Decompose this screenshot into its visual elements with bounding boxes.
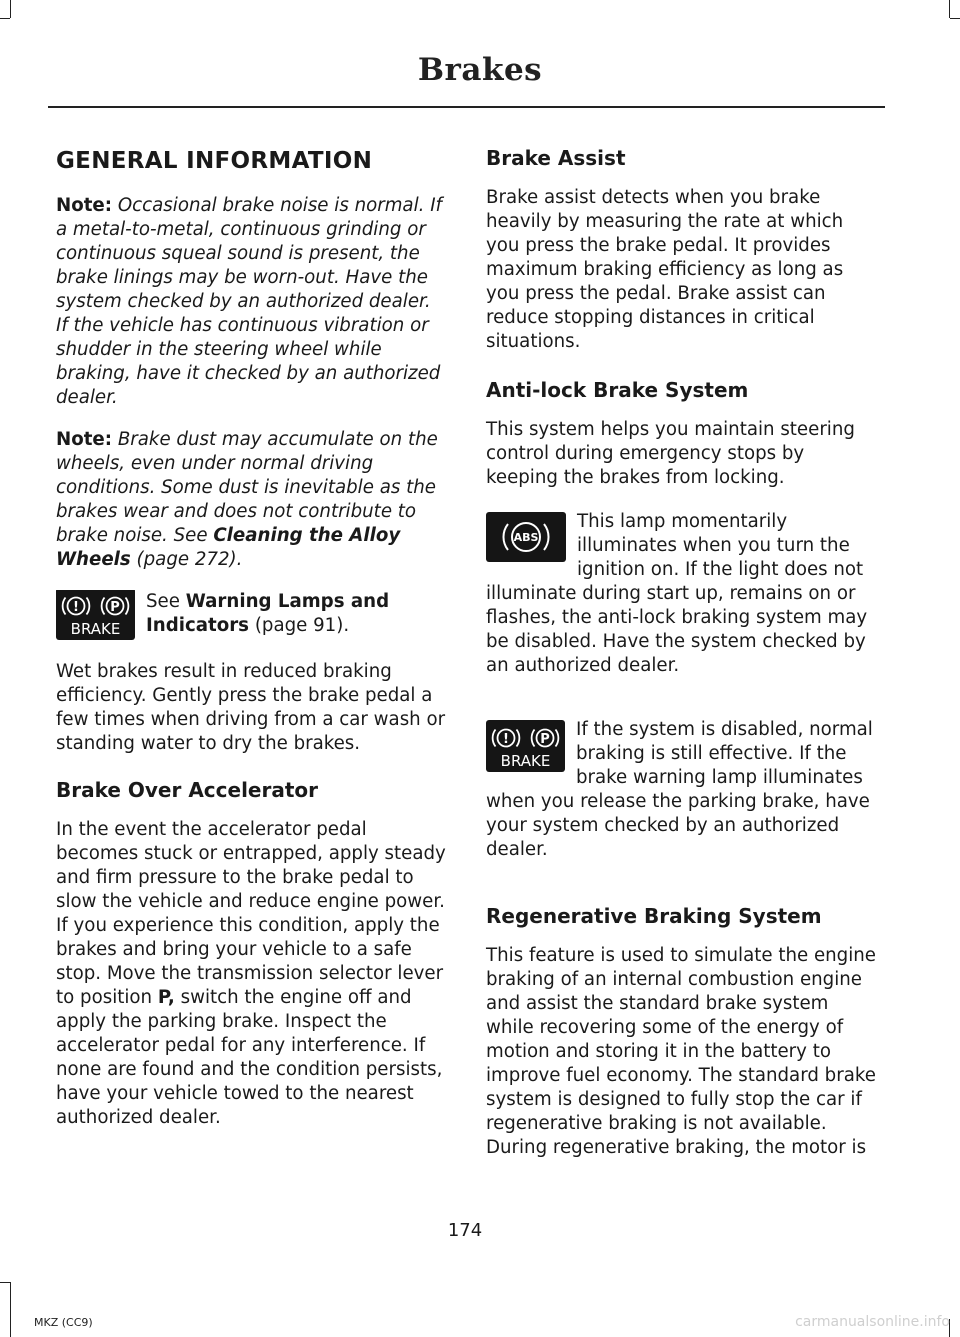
brake-over-accelerator-paragraph <box>56 818 448 1130</box>
crop-mark <box>10 0 11 18</box>
crop-mark <box>950 18 960 19</box>
wet-brakes-paragraph: Wet brakes result in reduced braking efficiency. Gently press the brake pedal a few times when driving from a car wash or standing water to dry the brakes. <box>56 661 446 754</box>
paragraph-text: switch the engine off and apply the parking brake. Inspect the accelerator pedal for any interference. If none are found and the condition persists, have your vehicle towed to the nearest authorized dealer. <box>56 987 443 1128</box>
abs-warning-lamp-icon <box>486 512 566 562</box>
model-code: MKZ (CC9) <box>34 1316 93 1329</box>
disabled-system-block <box>486 718 880 880</box>
brake-warning-lamp-icon <box>486 720 565 772</box>
watermark: carmanualsonline.info <box>795 1314 950 1330</box>
brake-exclamation-glyph: ! <box>73 600 79 615</box>
note-label: Note: <box>56 195 113 216</box>
cross-reference-link[interactable]: Warning Lamps and Indicators <box>146 591 390 636</box>
disabled-system-paragraph: If the system is disabled, normal braking is still effective. If the brake warning lamp illuminates when you release the parking brake, have your system checked by an authorized dealer. <box>486 719 873 860</box>
brake-parking-glyph: P <box>540 732 550 747</box>
section-heading-brake-over-accelerator: Brake Over Accelerator <box>56 778 319 802</box>
brake-parking-glyph: P <box>110 600 120 615</box>
section-heading-brake-assist: Brake Assist <box>486 146 626 170</box>
note-label: Note: <box>56 429 113 450</box>
crop-mark <box>0 18 10 19</box>
crop-mark <box>0 1282 10 1283</box>
page-title: Brakes <box>417 52 543 88</box>
note-brake-dust <box>56 428 448 572</box>
crop-mark <box>949 0 950 18</box>
page-reference: (page 272). <box>136 549 243 570</box>
section-heading-regenerative: Regenerative Braking System <box>486 904 822 928</box>
note-text: Brake dust may accumulate on the wheels, even under normal driving conditions. Some dust is inevitable as the brakes wear and does not contribute to brake noise. See <box>56 429 438 546</box>
right-column <box>486 146 880 1178</box>
paragraph-text: In the event the accelerator pedal becomes stuck or entrapped, apply steady and firm pressure to the brake pedal to slow the vehicle and reduce engine power. If you experience this condition, apply the brakes and bring your vehicle to a safe stop. Move the transmission selector lever to position <box>56 819 446 1008</box>
brake-word-glyph: BRAKE <box>70 620 121 638</box>
gear-position-label: P, <box>157 987 175 1008</box>
brake-warning-lamp-icon <box>56 590 135 640</box>
note-brake-noise <box>56 194 448 410</box>
abs-lamp-block <box>486 510 880 696</box>
regenerative-paragraph: This feature is used to simulate the engine braking of an internal combustion engine and assist the standard brake system while recovering some of the energy of motion and storing it in the battery to improve fuel economy. The standard brake system is designed to fully stop the car if regenerative braking is not available. During regenerative braking, the motor is <box>486 945 876 1158</box>
crop-mark <box>10 1282 11 1337</box>
section-heading-general: GENERAL INFORMATION <box>56 148 373 174</box>
brake-assist-paragraph: Brake assist detects when you brake heavily by measuring the rate at which you press the brake pedal. It provides maximum braking efficiency as long as you press the pedal. Brake assist can reduce stopping distances in critical situations. <box>486 187 844 352</box>
page-reference: (page 91). <box>254 615 350 636</box>
cross-reference-link[interactable]: Cleaning the Alloy Wheels <box>56 525 401 570</box>
anti-lock-paragraph: This system helps you maintain steering control during emergency stops by keeping the brakes from locking. <box>486 419 855 488</box>
see-prefix: See <box>146 591 180 612</box>
section-heading-anti-lock: Anti-lock Brake System <box>486 378 749 402</box>
warning-lamp-reference <box>56 590 448 646</box>
brake-exclamation-glyph: ! <box>503 732 509 747</box>
abs-lamp-paragraph: This lamp momentarily illuminates when you turn the ignition on. If the light does not illuminate during start up, remains on or flashes, the anti-lock braking system may be disabled. Have the system checked by an authorized dealer. <box>486 511 868 676</box>
abs-word-glyph: ABS <box>513 531 539 544</box>
note-text: Occasional brake noise is normal. If a metal-to-metal, continuous grinding or continuous squeal sound is present, the brake linings may be worn-out. Have the system checked by an authorized dealer. If the vehicle has continuous vibration or shudder in the steering wheel while braking, have it checked by an authorized dealer. <box>56 195 442 408</box>
brake-word-glyph: BRAKE <box>500 752 551 770</box>
left-column <box>56 148 448 1148</box>
page-number: 174 <box>447 1220 483 1241</box>
header-divider <box>48 106 885 108</box>
